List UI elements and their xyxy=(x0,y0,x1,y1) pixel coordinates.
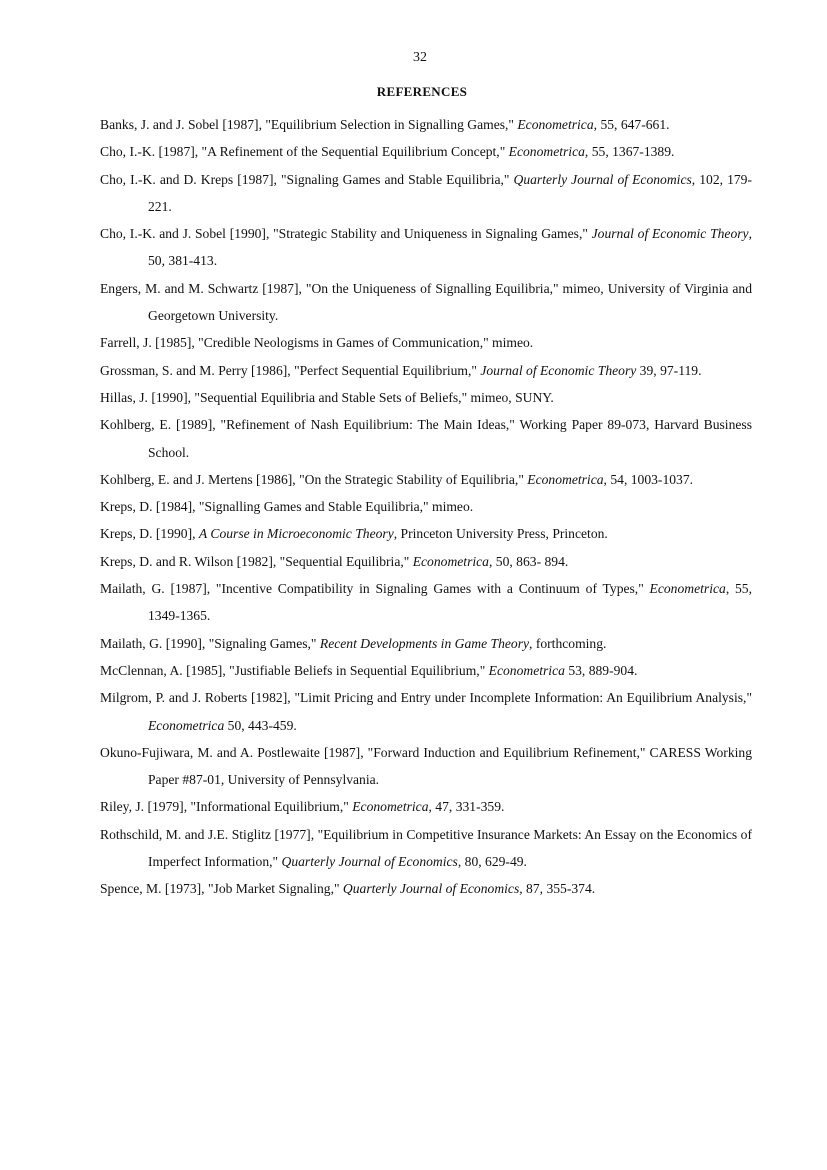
reference-details: 53, 889-904. xyxy=(564,662,638,678)
reference-text: Milgrom, P. and J. Roberts [1982], "Limit Pricing and Entry under Incomplete Information: An Equilibrium Analysis," xyxy=(100,690,752,706)
reference-text: Cho, I.-K. and J. Sobel [1990], "Strategic Stability and Uniqueness in Signaling Games," xyxy=(100,226,592,242)
reference-list xyxy=(100,111,752,903)
reference-cho-sobel-1990 xyxy=(100,220,752,275)
reference-text: Mailath, G. [1990], "Signaling Games," xyxy=(100,635,320,651)
reference-journal: A Course in Microeconomic Theory xyxy=(198,526,394,542)
reference-details: , 55, 1367-1389. xyxy=(584,144,675,160)
reference-journal: Quarterly Journal of Economics xyxy=(342,881,520,897)
reference-text: Mailath, G. [1987], "Incentive Compatibility in Signaling Games with a Continuum of Types," xyxy=(100,581,650,597)
reference-text: Okuno-Fujiwara, M. and A. Postlewaite [1987], "Forward Induction and Equilibrium Refinement," CARESS Working Paper #87-01, University of Pennsylvania. xyxy=(100,744,752,788)
reference-text: Riley, J. [1979], "Informational Equilibrium," xyxy=(100,799,353,815)
reference-details: , 55, 1349-1365. xyxy=(148,581,752,624)
reference-text: Hillas, J. [1990], "Sequential Equilibria and Stable Sets of Beliefs," mimeo, SUNY. xyxy=(100,389,554,405)
reference-text: Banks, J. and J. Sobel [1987], "Equilibrium Selection in Signalling Games," xyxy=(100,117,518,132)
reference-details: , 54, 1003-1037. xyxy=(603,471,694,487)
page-number: 32 xyxy=(413,50,427,65)
reference-kreps-1990 xyxy=(100,520,752,547)
reference-text: Kohlberg, E. [1989], "Refinement of Nash Equilibrium: The Main Ideas," Working Paper 89-073, Harvard Business School. xyxy=(100,417,752,460)
reference-grossman-perry-1986 xyxy=(100,357,752,384)
reference-journal: Econometrica xyxy=(517,117,594,132)
reference-kohlberg-1989 xyxy=(100,411,752,466)
reference-text: Spence, M. [1973], "Job Market Signaling," xyxy=(100,881,343,897)
reference-text: Kreps, D. [1990], xyxy=(100,526,199,542)
reference-text: Cho, I.-K. and D. Kreps [1987], "Signaling Games and Stable Equilibria," xyxy=(100,171,514,187)
reference-milgrom-roberts-1982 xyxy=(100,684,752,739)
reference-banks-sobel-1987 xyxy=(100,111,752,138)
reference-journal: Econometrica xyxy=(352,799,429,815)
reference-text: Engers, M. and M. Schwartz [1987], "On the Uniqueness of Signalling Equilibria," mimeo, University of Virginia and Georgetown University. xyxy=(100,280,752,324)
reference-journal: Econometrica xyxy=(148,717,225,733)
reference-riley-1979 xyxy=(100,793,752,820)
reference-kohlberg-mertens-1986 xyxy=(100,466,752,493)
reference-farrell-1985 xyxy=(100,329,752,356)
reference-details: , 50, 381-413. xyxy=(148,226,752,269)
reference-text: Kohlberg, E. and J. Mertens [1986], "On the Strategic Stability of Equilibria," xyxy=(100,471,528,487)
references-heading: REFERENCES xyxy=(376,84,468,99)
reference-text: Kreps, D. [1984], "Signalling Games and Stable Equilibria," mimeo. xyxy=(100,499,474,515)
reference-kreps-1984 xyxy=(100,493,752,520)
reference-journal: Econometrica xyxy=(527,471,604,487)
reference-text: Rothschild, M. and J.E. Stiglitz [1977], "Equilibrium in Competitive Insurance Markets: An Essay on the Economics of Imperfect Information," xyxy=(100,826,752,870)
reference-mcclennan-1985 xyxy=(100,657,752,684)
reference-cho-1987 xyxy=(100,138,752,165)
reference-text: Cho, I.-K. [1987], "A Refinement of the Sequential Equilibrium Concept," xyxy=(100,144,509,160)
reference-mailath-1990 xyxy=(100,630,752,657)
reference-journal: Quarterly Journal of Economics xyxy=(513,171,692,187)
reference-rothschild-stiglitz-1977 xyxy=(100,821,752,876)
reference-text: Farrell, J. [1985], "Credible Neologisms in Games of Communication," mimeo. xyxy=(100,335,534,351)
reference-details: , 47, 331-359. xyxy=(428,799,505,815)
reference-kreps-wilson-1982 xyxy=(100,548,752,575)
reference-journal: Recent Developments in Game Theory xyxy=(319,635,530,651)
reference-details: , forthcoming. xyxy=(529,635,607,651)
reference-details: , 87, 355-374. xyxy=(519,881,596,897)
reference-journal: Journal of Economic Theory xyxy=(591,226,749,242)
reference-details: , 102, 179-221. xyxy=(148,171,752,214)
reference-mailath-1987 xyxy=(100,575,752,630)
reference-details: , 80, 629-49. xyxy=(457,854,527,870)
reference-details: , 55, 647-661. xyxy=(593,117,670,132)
reference-details: , 50, 863- 894. xyxy=(488,553,569,569)
reference-details: 39, 97-119. xyxy=(636,362,702,378)
reference-journal: Quarterly Journal of Economics xyxy=(281,854,458,870)
reference-hillas-1990 xyxy=(100,384,752,411)
reference-text: Grossman, S. and M. Perry [1986], "Perfect Sequential Equilibrium," xyxy=(100,362,481,378)
reference-text: Kreps, D. and R. Wilson [1982], "Sequential Equilibria," xyxy=(100,553,413,569)
reference-text: McClennan, A. [1985], "Justifiable Beliefs in Sequential Equilibrium," xyxy=(100,662,489,678)
reference-journal: Econometrica xyxy=(649,581,726,597)
reference-journal: Econometrica xyxy=(488,662,565,678)
reference-journal: Econometrica xyxy=(412,553,489,569)
reference-details: , Princeton University Press, Princeton. xyxy=(393,526,608,542)
reference-cho-kreps-1987 xyxy=(100,166,752,221)
reference-spence-1973 xyxy=(100,875,752,902)
reference-journal: Journal of Economic Theory xyxy=(480,362,637,378)
reference-engers-schwartz-1987 xyxy=(100,275,752,330)
reference-okuno-fujiwara-postlewaite-1987 xyxy=(100,739,752,794)
reference-journal: Econometrica xyxy=(508,144,585,160)
reference-details: 50, 443-459. xyxy=(224,717,297,733)
